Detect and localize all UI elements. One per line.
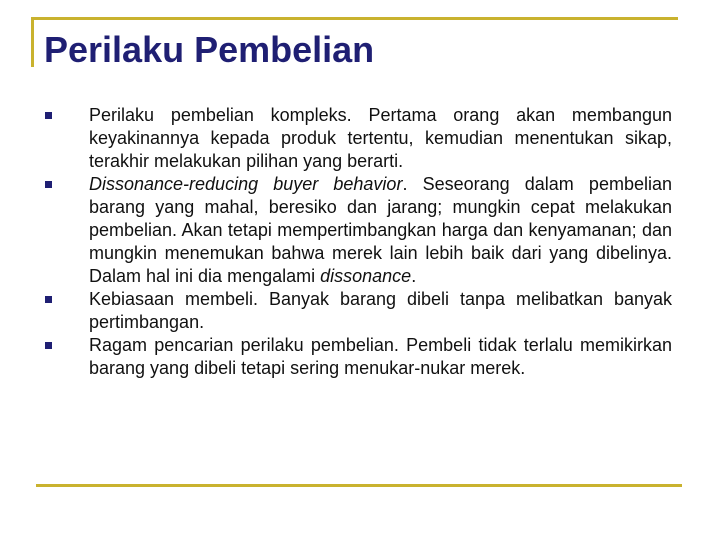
- slide-title: Perilaku Pembelian: [44, 29, 375, 70]
- bullet-text: . Seseorang dalam pembelian barang yang mahal, beresiko dan jarang; mungkin cepat melakukan pembelian. Akan tetapi mempertimbangkan harga dan kenyamanan; dan mungkin menemukan bahwa merek lain lebih baik dari yang dibelinya. Dalam hal ini dia mengalami: [89, 174, 672, 286]
- square-bullet-icon: [45, 112, 52, 119]
- bullet-text: Ragam pencarian perilaku pembelian. Pembeli tidak terlalu memikirkan barang yang dibeli tetapi sering menukar-nukar merek.: [89, 335, 672, 378]
- bullet-item-dissonance: [44, 173, 672, 288]
- bullet-item-kompleks: [44, 104, 672, 173]
- bottom-rule: [36, 484, 682, 487]
- bullet-text: Kebiasaan membeli. Banyak barang dibeli tanpa melibatkan banyak pertimbangan.: [89, 289, 672, 332]
- top-rule: [32, 17, 678, 20]
- square-bullet-icon: [45, 342, 52, 349]
- bullet-list: [44, 104, 672, 380]
- bullet-text: Perilaku pembelian kompleks. Pertama orang akan membangun keyakinannya kepada produk tertentu, kemudian menentukan sikap, terakhir melakukan pilihan yang berarti.: [89, 105, 672, 171]
- bullet-item-kebiasaan: [44, 288, 672, 334]
- bullet-lead-italic: Dissonance-reducing buyer behavior: [89, 174, 403, 194]
- bullet-text-end: .: [411, 266, 417, 286]
- square-bullet-icon: [45, 181, 52, 188]
- bullet-italic-term: dissonance: [320, 266, 412, 286]
- bullet-item-ragam: [44, 334, 672, 380]
- left-rule: [31, 17, 34, 67]
- square-bullet-icon: [45, 296, 52, 303]
